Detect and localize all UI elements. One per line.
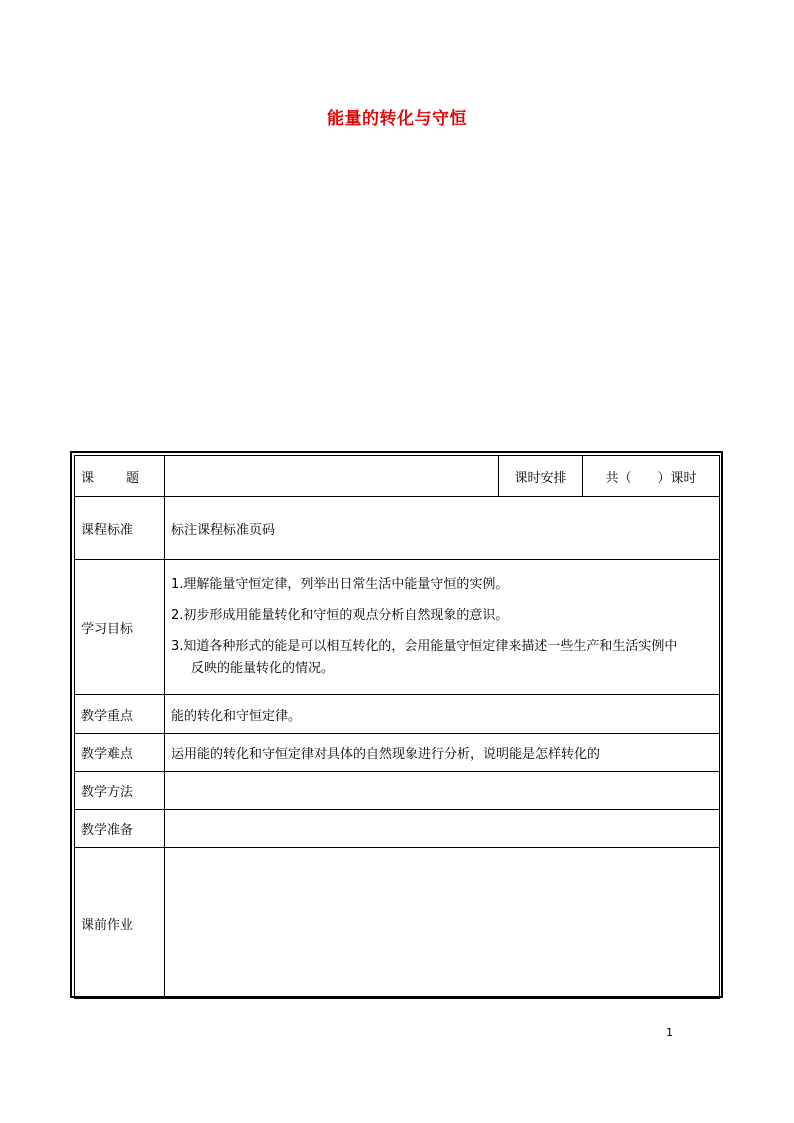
row-homework xyxy=(75,848,720,999)
method-value xyxy=(165,772,720,810)
objective-item: 1.理解能量守恒定律，列举出日常生活中能量守恒的实例。 xyxy=(171,577,509,592)
topic-label xyxy=(75,456,165,497)
topic-label-char-1: 课 xyxy=(81,470,95,486)
row-preparation xyxy=(75,810,720,848)
difficulty-value: 运用能的转化和守恒定律对具体的自然现象进行分析，说明能是怎样转化的 xyxy=(165,734,720,772)
schedule-value: 共（ ）课时 xyxy=(583,456,720,497)
standard-label: 课程标准 xyxy=(75,497,165,560)
difficulty-label: 教学难点 xyxy=(75,734,165,772)
topic-label-char-2: 题 xyxy=(126,470,140,486)
objectives-label: 学习目标 xyxy=(75,560,165,695)
row-objectives xyxy=(75,560,720,695)
lesson-plan-frame xyxy=(70,451,723,998)
standard-value: 标注课程标准页码 xyxy=(165,497,720,560)
page-number: 1 xyxy=(666,1026,673,1039)
method-label: 教学方法 xyxy=(75,772,165,810)
row-topic xyxy=(75,456,720,497)
row-standard xyxy=(75,497,720,560)
topic-value xyxy=(165,456,499,497)
row-difficulty xyxy=(75,734,720,772)
row-method xyxy=(75,772,720,810)
objective-item: 2.初步形成用能量转化和守恒的观点分析自然现象的意识。 xyxy=(171,608,509,623)
key-points-label: 教学重点 xyxy=(75,695,165,734)
document-title: 能量的转化与守恒 xyxy=(327,109,467,129)
key-points-value: 能的转化和守恒定律。 xyxy=(165,695,720,734)
preparation-value xyxy=(165,810,720,848)
homework-value xyxy=(165,848,720,999)
row-key-points xyxy=(75,695,720,734)
preparation-label: 教学准备 xyxy=(75,810,165,848)
objective-item: 3.知道各种形式的能是可以相互转化的，会用能量守恒定律来描述一些生产和生活实例中 反映的能量转化的情况。 xyxy=(171,639,678,676)
schedule-label: 课时安排 xyxy=(499,456,583,497)
homework-label: 课前作业 xyxy=(75,848,165,999)
objectives-content xyxy=(165,560,720,695)
lesson-plan-table xyxy=(74,455,720,999)
